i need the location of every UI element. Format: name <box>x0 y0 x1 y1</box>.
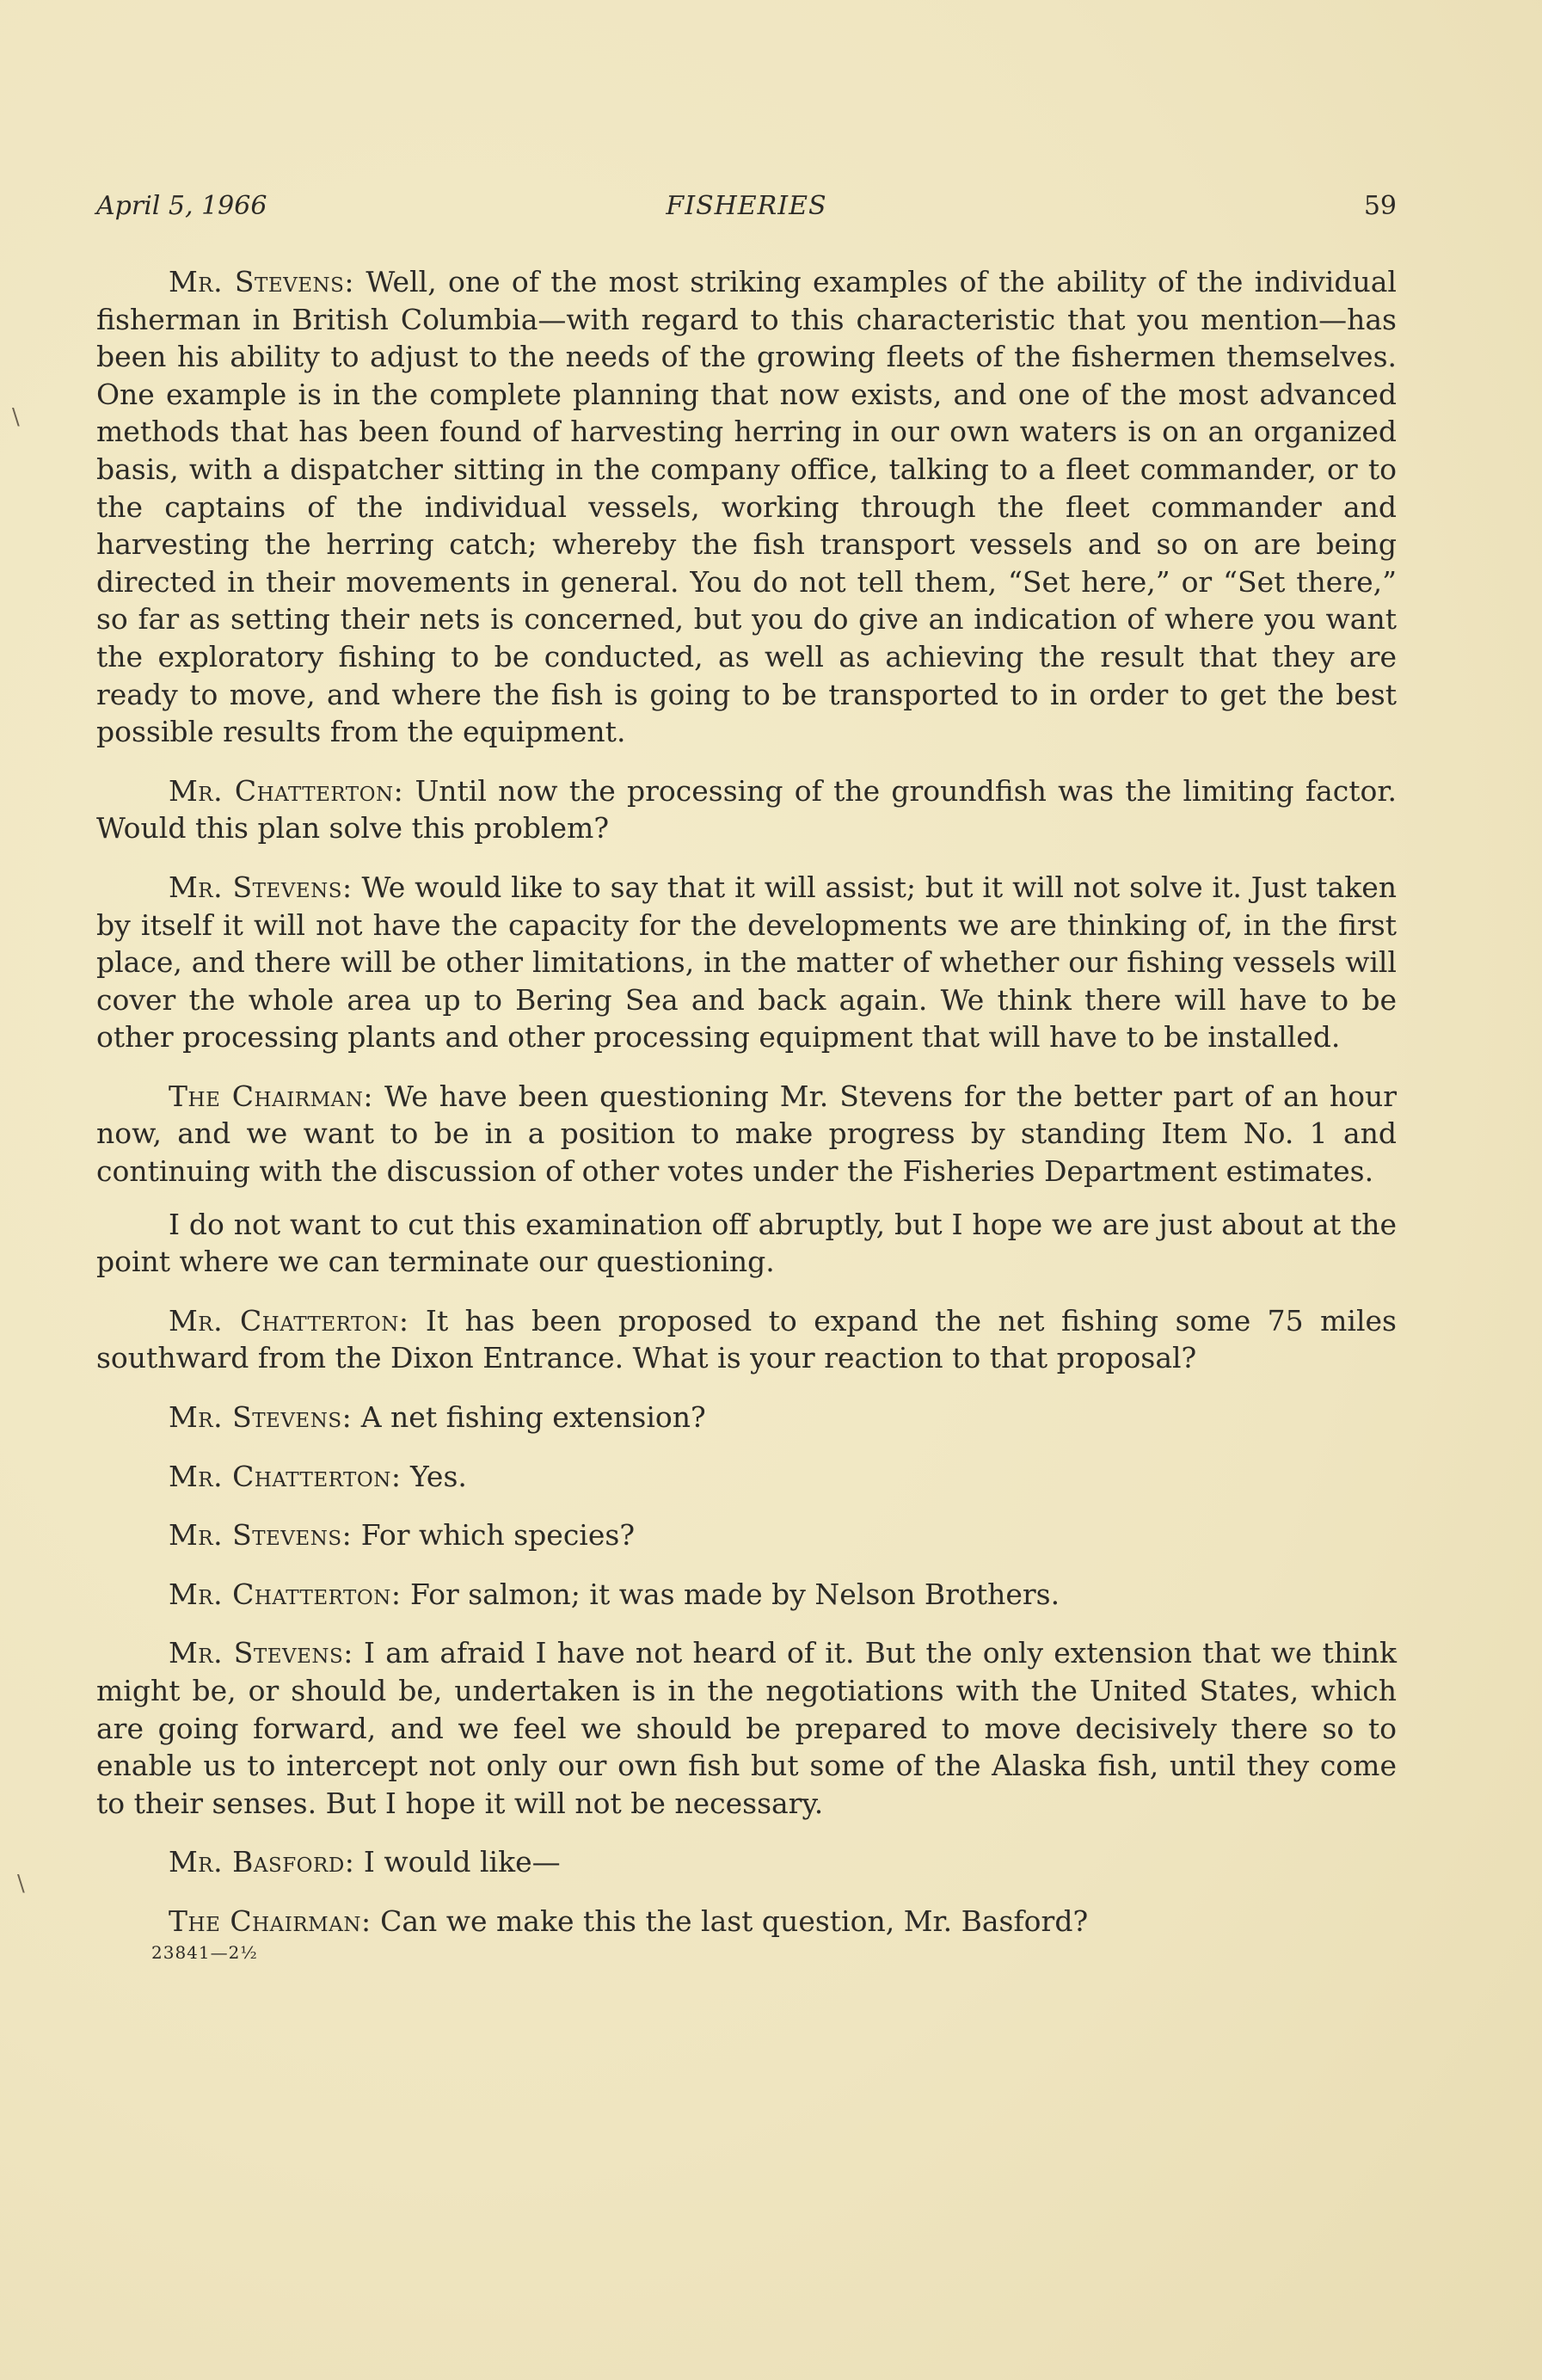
printer-signature: 23841—2½ <box>151 1941 258 1963</box>
margin-mark-bottom: \ <box>17 1871 25 1897</box>
speaker-label: Mr. Chatterton: <box>169 1577 402 1611</box>
transcript-body <box>96 263 1397 1963</box>
paragraph-text: Until now the processing of the groundfish was the limiting factor. Would this plan solve this problem? <box>96 773 1398 846</box>
paragraph-text: Can we make this the last question, Mr. Basford? <box>380 1903 1089 1938</box>
speaker-label: Mr. Stevens: <box>169 1636 353 1670</box>
paragraph <box>96 1903 1397 1940</box>
paragraph-text: We would like to say that it will assist; but it will not solve it. Just taken by itself it will not have the capacity for the developments we are thinking of, in the first place, and there will be other limitations, in the matter of whether our fishing vessels will cover the whole area up to Bering Sea and back again. We think there will have to be other processing plants and other processing equipment that will have to be installed. <box>96 870 1397 1055</box>
paragraph <box>96 1078 1397 1190</box>
paragraph <box>96 1634 1397 1822</box>
page-number: 59 <box>1363 191 1397 221</box>
paragraph <box>96 1458 1397 1496</box>
paragraph-text: A net fishing extension? <box>360 1400 706 1435</box>
paragraph <box>96 1516 1397 1554</box>
speaker-label: Mr. Basford: <box>169 1845 355 1879</box>
paragraph <box>96 1843 1397 1881</box>
header-date: April 5, 1966 <box>96 191 267 221</box>
speaker-label: Mr. Chatterton: <box>169 1303 409 1338</box>
speaker-label: The Chairman: <box>169 1903 372 1938</box>
speaker-label: Mr. Chatterton: <box>169 773 404 808</box>
speaker-label: Mr. Stevens: <box>169 265 355 298</box>
paragraph-text: I would like— <box>363 1845 561 1879</box>
margin-mark-top: \ <box>12 404 20 430</box>
running-title: FISHERIES <box>666 191 827 221</box>
speaker-label: The Chairman: <box>169 1079 374 1113</box>
paragraph <box>96 1302 1397 1377</box>
paragraph-text: We have been questioning Mr. Stevens for the better part of an hour now, and we want to be in a position to make progress by standing Item No. 1 and continuing with the discussion of other votes under the Fisheries Department estimates. <box>96 1079 1397 1189</box>
speaker-label: Mr. Chatterton: <box>169 1459 402 1493</box>
paragraph-text: Yes. <box>410 1459 467 1493</box>
speaker-label: Mr. Stevens: <box>169 1518 353 1553</box>
paragraph-text: For salmon; it was made by Nelson Brothers. <box>410 1577 1060 1611</box>
paragraph-text: For which species? <box>360 1518 636 1553</box>
paragraph-text: I am afraid I have not heard of it. But the only extension that we think might be, or should be, undertaken is in the negotiations with the United States, which are going forward, and we feel we should be prepared to move decisively there so to enable us to intercept not only our own fish but some of the Alaska fish, until they come to their senses. But I hope it will not be necessary. <box>96 1636 1397 1820</box>
paragraph <box>96 869 1397 1056</box>
page-header <box>96 191 1397 234</box>
page <box>96 191 1397 1963</box>
paragraph <box>96 772 1397 847</box>
paragraph <box>96 1399 1397 1436</box>
paragraph <box>96 1576 1397 1614</box>
paragraph-text: Well, one of the most striking examples of the ability of the individual fisherman in British Columbia—with regard to this characteristic that you mention—has been his ability to adjust to the needs of the growing fleets of the fishermen themselves. One example is in the complete planning that now exists, and one of the most advanced methods that has been found of harvesting herring in our own waters is on an organized basis, with a dispatcher sitting in the company office, talking to a fleet commander, or to the captains of the individual vessels, working through the fleet commander and harvesting the herring catch; whereby the fish transport vessels and so on are being directed in their movements in general. You do not tell them, “Set here,” or “Set there,” so far as setting their nets is concerned, but you do give an indication of where you want the exploratory fishing to be conducted, as well as achieving the result that they are ready to move, and where the fish is going to be transported to in order to get the best possible results from the equipment. <box>96 265 1397 749</box>
paragraph-text: I do not want to cut this examination off abruptly, but I hope we are just about at the point where we can terminate our questioning. <box>96 1207 1397 1279</box>
speaker-label: Mr. Stevens: <box>169 1400 353 1435</box>
speaker-label: Mr. Stevens: <box>169 870 353 904</box>
paragraph <box>96 263 1397 751</box>
paragraph-text: It has been proposed to expand the net fishing some 75 miles southward from the Dixon Entrance. What is your reaction to that proposal? <box>96 1303 1397 1375</box>
paragraph <box>96 1206 1397 1281</box>
